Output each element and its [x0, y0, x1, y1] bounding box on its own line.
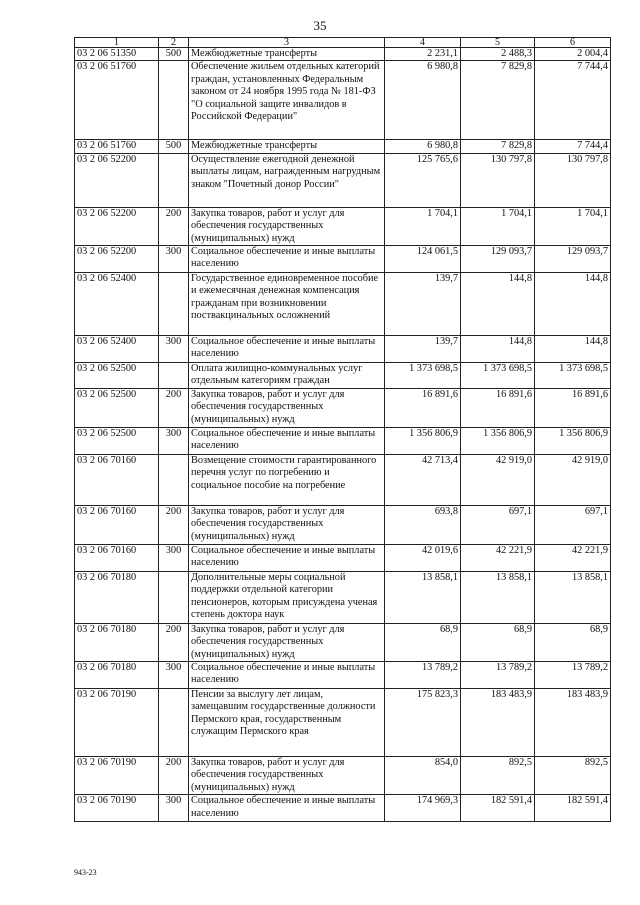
row-name: Социальное обеспечение и иные выплаты населению	[189, 544, 385, 571]
row-code: 03 2 06 52500	[75, 363, 159, 389]
row-value-year2: 130 797,8	[461, 153, 535, 207]
row-name: Закупка товаров, работ и услуг для обеспечения государственных (муниципальных) нужд	[189, 623, 385, 661]
row-value-year1: 42 713,4	[385, 454, 461, 505]
row-expense-type	[159, 689, 189, 757]
row-code: 03 2 06 52200	[75, 246, 159, 273]
row-value-year2: 7 829,8	[461, 61, 535, 140]
row-value-year1: 1 704,1	[385, 207, 461, 245]
row-code: 03 2 06 51760	[75, 140, 159, 153]
row-expense-type	[159, 273, 189, 336]
row-value-year3: 42 221,9	[535, 544, 611, 571]
row-name: Дополнительные меры социальной поддержки отдельной категории пенсионеров, которым присуждена ученая степень доктора наук	[189, 571, 385, 623]
column-header: 4	[385, 38, 461, 48]
row-value-year1: 2 231,1	[385, 48, 461, 61]
row-value-year3: 129 093,7	[535, 246, 611, 273]
row-code: 03 2 06 70190	[75, 689, 159, 757]
row-code: 03 2 06 70160	[75, 505, 159, 544]
row-value-year2: 129 093,7	[461, 246, 535, 273]
column-header: 5	[461, 38, 535, 48]
row-value-year2: 1 373 698,5	[461, 363, 535, 389]
row-expense-type: 300	[159, 246, 189, 273]
row-name: Осуществление ежегодной денежной выплаты лицам, награжденным нагрудным знаком "Почетный донор России"	[189, 153, 385, 207]
row-code: 03 2 06 52400	[75, 273, 159, 336]
row-value-year2: 13 789,2	[461, 662, 535, 689]
row-value-year1: 1 373 698,5	[385, 363, 461, 389]
row-name: Межбюджетные трансферты	[189, 140, 385, 153]
row-value-year1: 1 356 806,9	[385, 427, 461, 454]
row-code: 03 2 06 52400	[75, 336, 159, 363]
row-code: 03 2 06 52200	[75, 153, 159, 207]
table-row	[75, 363, 611, 389]
row-name: Социальное обеспечение и иные выплаты населению	[189, 662, 385, 689]
row-name: Государственное единовременное пособие и ежемесячная денежная компенсация гражданам при возникновении поствакцинальных осложнений	[189, 273, 385, 336]
row-value-year2: 42 221,9	[461, 544, 535, 571]
row-value-year3: 68,9	[535, 623, 611, 661]
row-value-year2: 2 488,3	[461, 48, 535, 61]
row-value-year1: 6 980,8	[385, 61, 461, 140]
row-name: Закупка товаров, работ и услуг для обеспечения государственных (муниципальных) нужд	[189, 505, 385, 544]
row-name: Социальное обеспечение и иные выплаты населению	[189, 336, 385, 363]
table-row	[75, 61, 611, 140]
table-row	[75, 336, 611, 363]
row-value-year3: 13 789,2	[535, 662, 611, 689]
row-name: Межбюджетные трансферты	[189, 48, 385, 61]
row-code: 03 2 06 70180	[75, 571, 159, 623]
row-value-year1: 42 019,6	[385, 544, 461, 571]
table-row	[75, 505, 611, 544]
table-row	[75, 388, 611, 427]
row-code: 03 2 06 51350	[75, 48, 159, 61]
row-code: 03 2 06 70180	[75, 662, 159, 689]
table-row	[75, 623, 611, 661]
row-name: Социальное обеспечение и иные выплаты населению	[189, 427, 385, 454]
row-name: Обеспечение жильем отдельных категорий граждан, установленных Федеральным законом от 24 ноября 1995 года № 181-ФЗ "О социальной защите инвалидов в Российской Федерации"	[189, 61, 385, 140]
row-value-year3: 42 919,0	[535, 454, 611, 505]
row-code: 03 2 06 52500	[75, 427, 159, 454]
row-value-year3: 2 004,4	[535, 48, 611, 61]
row-expense-type: 500	[159, 140, 189, 153]
row-code: 03 2 06 52500	[75, 388, 159, 427]
row-value-year3: 16 891,6	[535, 388, 611, 427]
row-expense-type: 200	[159, 207, 189, 245]
row-code: 03 2 06 70190	[75, 795, 159, 822]
row-expense-type	[159, 571, 189, 623]
row-name: Социальное обеспечение и иные выплаты населению	[189, 246, 385, 273]
row-value-year1: 13 789,2	[385, 662, 461, 689]
row-value-year3: 7 744,4	[535, 140, 611, 153]
row-expense-type: 300	[159, 336, 189, 363]
column-header: 1	[75, 38, 159, 48]
row-value-year1: 68,9	[385, 623, 461, 661]
row-value-year2: 1 356 806,9	[461, 427, 535, 454]
row-value-year3: 697,1	[535, 505, 611, 544]
row-expense-type: 200	[159, 505, 189, 544]
row-value-year2: 892,5	[461, 757, 535, 795]
row-name: Закупка товаров, работ и услуг для обеспечения государственных (муниципальных) нужд	[189, 388, 385, 427]
row-code: 03 2 06 70160	[75, 454, 159, 505]
row-expense-type	[159, 61, 189, 140]
row-value-year1: 175 823,3	[385, 689, 461, 757]
row-name: Закупка товаров, работ и услуг для обеспечения государственных (муниципальных) нужд	[189, 207, 385, 245]
table-row	[75, 140, 611, 153]
header-row	[75, 38, 611, 48]
row-value-year2: 42 919,0	[461, 454, 535, 505]
table-row	[75, 544, 611, 571]
row-value-year2: 144,8	[461, 273, 535, 336]
table-row	[75, 662, 611, 689]
row-expense-type	[159, 454, 189, 505]
row-value-year3: 7 744,4	[535, 61, 611, 140]
row-value-year1: 854,0	[385, 757, 461, 795]
row-expense-type: 200	[159, 388, 189, 427]
row-expense-type: 300	[159, 662, 189, 689]
row-name: Закупка товаров, работ и услуг для обеспечения государственных (муниципальных) нужд	[189, 757, 385, 795]
row-code: 03 2 06 52200	[75, 207, 159, 245]
table-row	[75, 571, 611, 623]
table-row	[75, 757, 611, 795]
row-name: Оплата жилищно-коммунальных услуг отдельным категориям граждан	[189, 363, 385, 389]
row-expense-type: 300	[159, 427, 189, 454]
table-row	[75, 795, 611, 822]
row-value-year2: 144,8	[461, 336, 535, 363]
row-code: 03 2 06 70190	[75, 757, 159, 795]
row-expense-type: 200	[159, 623, 189, 661]
row-value-year3: 183 483,9	[535, 689, 611, 757]
row-expense-type: 200	[159, 757, 189, 795]
column-header: 6	[535, 38, 611, 48]
row-value-year1: 13 858,1	[385, 571, 461, 623]
table-row	[75, 207, 611, 245]
table-row	[75, 273, 611, 336]
row-value-year1: 174 969,3	[385, 795, 461, 822]
row-expense-type: 300	[159, 795, 189, 822]
table-row	[75, 427, 611, 454]
budget-table	[74, 37, 611, 822]
row-value-year2: 7 829,8	[461, 140, 535, 153]
row-value-year1: 693,8	[385, 505, 461, 544]
row-value-year3: 144,8	[535, 336, 611, 363]
row-value-year3: 144,8	[535, 273, 611, 336]
table-row	[75, 48, 611, 61]
row-value-year1: 125 765,6	[385, 153, 461, 207]
row-value-year3: 1 373 698,5	[535, 363, 611, 389]
table-row	[75, 246, 611, 273]
row-expense-type	[159, 153, 189, 207]
row-value-year2: 68,9	[461, 623, 535, 661]
row-value-year1: 6 980,8	[385, 140, 461, 153]
row-code: 03 2 06 51760	[75, 61, 159, 140]
row-value-year2: 1 704,1	[461, 207, 535, 245]
row-value-year3: 1 704,1	[535, 207, 611, 245]
page-number: 35	[313, 18, 327, 33]
row-code: 03 2 06 70160	[75, 544, 159, 571]
row-code: 03 2 06 70180	[75, 623, 159, 661]
row-value-year2: 183 483,9	[461, 689, 535, 757]
table-row	[75, 153, 611, 207]
row-expense-type: 300	[159, 544, 189, 571]
row-value-year1: 16 891,6	[385, 388, 461, 427]
row-value-year1: 139,7	[385, 273, 461, 336]
row-value-year2: 697,1	[461, 505, 535, 544]
row-expense-type: 500	[159, 48, 189, 61]
row-value-year3: 1 356 806,9	[535, 427, 611, 454]
row-value-year2: 182 591,4	[461, 795, 535, 822]
row-expense-type	[159, 363, 189, 389]
row-name: Возмещение стоимости гарантированного перечня услуг по погребению и социальное пособие на погребение	[189, 454, 385, 505]
row-value-year1: 139,7	[385, 336, 461, 363]
footer-code: 943-23	[74, 868, 97, 877]
table-row	[75, 454, 611, 505]
column-header: 3	[189, 38, 385, 48]
row-value-year3: 130 797,8	[535, 153, 611, 207]
row-name: Пенсии за выслугу лет лицам, замещавшим государственные должности Пермского края, государственным служащим Пермского края	[189, 689, 385, 757]
row-value-year2: 13 858,1	[461, 571, 535, 623]
row-value-year3: 182 591,4	[535, 795, 611, 822]
row-value-year2: 16 891,6	[461, 388, 535, 427]
row-value-year3: 13 858,1	[535, 571, 611, 623]
row-name: Социальное обеспечение и иные выплаты населению	[189, 795, 385, 822]
row-value-year1: 124 061,5	[385, 246, 461, 273]
column-header: 2	[159, 38, 189, 48]
table-row	[75, 689, 611, 757]
row-value-year3: 892,5	[535, 757, 611, 795]
